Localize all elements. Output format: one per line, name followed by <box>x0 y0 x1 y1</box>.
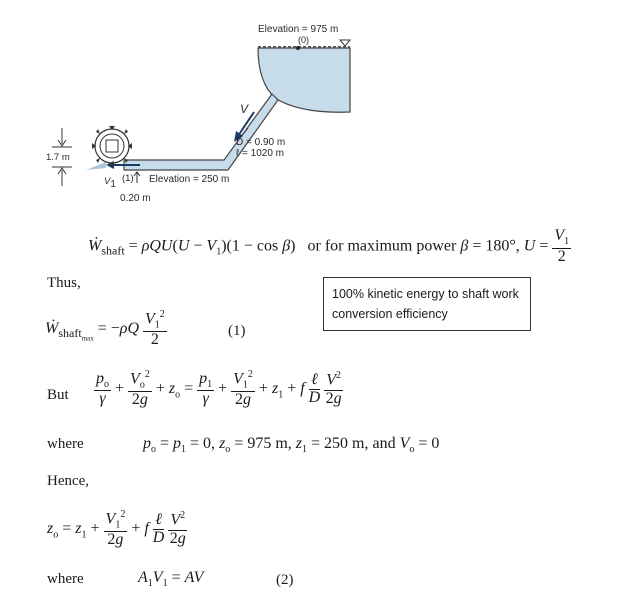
point-0-marker <box>296 46 300 50</box>
free-surface-symbol <box>340 40 350 46</box>
elevation-top-label: Elevation = 975 m <box>258 24 339 35</box>
efficiency-note: 100% kinetic energy to shaft work conversion efficiency <box>323 277 531 331</box>
max-shaft-power-equation: Ẇ$_{shaft_{max}}$ = −ρQ $\frac{V_1^2}{2}$ <box>45 309 165 349</box>
equation-1-number: (1) <box>228 323 246 339</box>
elevation-bottom-label: Elevation = 250 m <box>149 174 230 185</box>
jet-spray <box>86 162 106 170</box>
elevation-equation: $z_o = z_1$ + $\frac{V_1^2}{2g}$ + f $\frac{\text{ℓ}}{D}$ $\frac{V^2}{2g}$ <box>47 509 186 549</box>
where-label-1: where <box>47 436 84 452</box>
point-0-label: (0) <box>298 35 309 45</box>
point-1-label: (1) <box>122 173 134 184</box>
continuity-equation: $A_1V_1$ = AV <box>138 569 204 590</box>
pelton-wheel-icon <box>92 126 132 166</box>
where-label-2: where <box>47 571 84 587</box>
but-label: But <box>47 387 69 403</box>
wheel-gap-label: 1.7 m <box>46 152 70 163</box>
equation-2-number: (2) <box>276 572 294 588</box>
jet-diameter-label: 0.20 m <box>120 193 151 204</box>
max-power-text: or for maximum power <box>307 237 457 255</box>
hence-label: Hence, <box>47 473 90 489</box>
velocity-label: V <box>240 102 249 116</box>
energy-equation: $\frac{p_o}{\gamma}$ + $\frac{V_o^2}{2g}$ + $z_o$ = $\frac{p_1}{\gamma}$ + $\frac{V_1^2}{2g}$ + $z_1 + f$ $\frac{\text{ℓ}}{D}$ $\frac{V^2}{2g}$ <box>96 369 342 409</box>
boundary-conditions: $p_o = p_1 = 0$, $z_o = 975$ m, $z_1 = 250$ m, and $V_o = 0$ <box>143 435 440 456</box>
pipe-diameter-label: D = 0.90 m <box>236 137 286 148</box>
shaft-power-equation: Ẇ$_{shaft}$ = $\rho QU(U - V_1)(1 - \cos \beta)$ or for maximum power β = 180°, U = $\frac{V_1}{2}$ <box>88 227 570 265</box>
v1-label: $V_1$ <box>104 176 116 190</box>
pipe-length-label: ℓ = 1020 m <box>236 148 284 159</box>
thus-label: Thus, <box>47 275 81 291</box>
